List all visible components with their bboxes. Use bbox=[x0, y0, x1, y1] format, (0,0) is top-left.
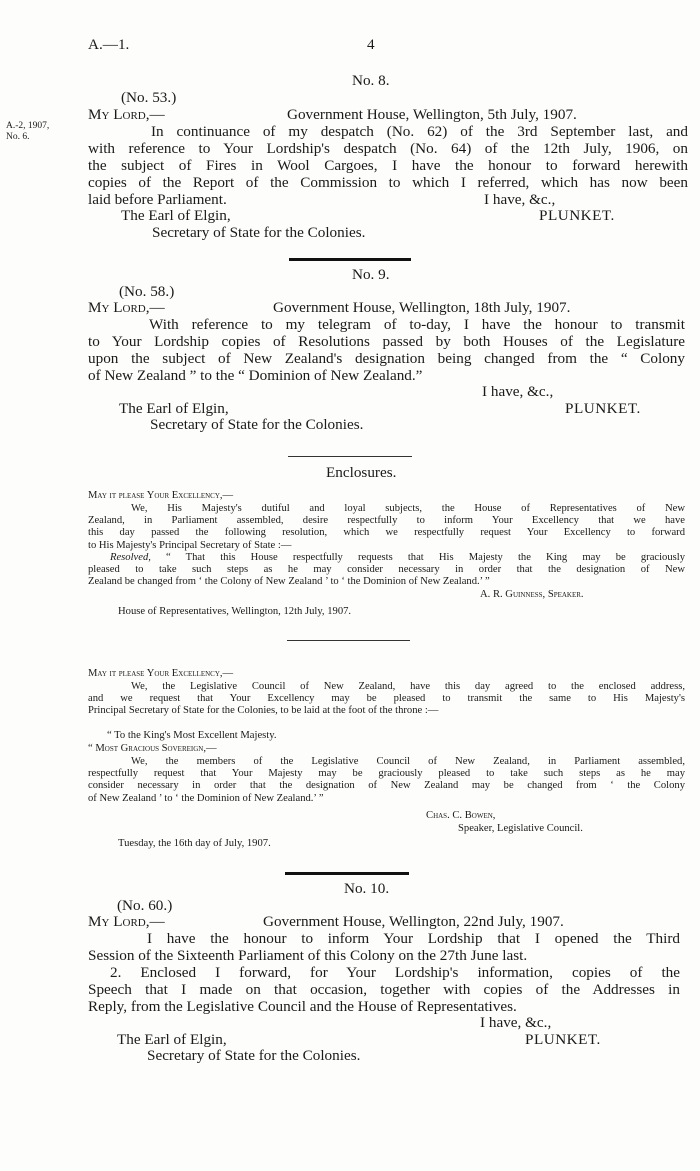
page-number: 4 bbox=[367, 36, 375, 53]
body-line: Zealand be changed from ‘ the Colony of New Zealand ’ to ‘ the Dominion of New Zealand.’ ” bbox=[88, 576, 490, 588]
address-body bbox=[88, 756, 685, 805]
salutation: My Lord,— bbox=[88, 106, 165, 123]
margin-note-line: A.-2, 1907, bbox=[6, 121, 50, 131]
body-line: With reference to my telegram of to-day, I have the honour to transmit bbox=[149, 316, 685, 333]
salutation: My Lord,— bbox=[88, 913, 165, 930]
body-line: this day passed the following resolution, which we respectfully request Your Excellency to forward bbox=[88, 527, 685, 539]
body-line: We, the members of the Legislative Council of New Zealand, in Parliament assembled, bbox=[131, 756, 685, 767]
body-line: consider necessary in order that the designation of New Zealand may be changed from ‘ the Colony bbox=[88, 780, 685, 792]
signature: PLUNKET. bbox=[525, 1031, 601, 1048]
body-line: We, the Legislative Council of New Zealand, have this day agreed to the enclosed address, bbox=[131, 681, 685, 692]
closing: I have, &c., bbox=[480, 1014, 552, 1031]
place-date: Government House, Wellington, 22nd July, 1907. bbox=[263, 913, 564, 930]
body-line: laid before Parliament. bbox=[88, 191, 227, 208]
enclosure-salutation: May it please Your Excellency,— bbox=[88, 668, 234, 679]
despatch-body bbox=[88, 930, 680, 1015]
enclosure-body bbox=[88, 681, 685, 718]
enclosure-body bbox=[88, 503, 685, 588]
margin-note bbox=[6, 121, 49, 143]
enclosure-salutation: May it please Your Excellency,— bbox=[88, 490, 234, 501]
body-line: Session of the Sixteenth Parliament of this Colony on the 27th June last. bbox=[88, 947, 528, 964]
enclosure-signature-title: Speaker, Legislative Council. bbox=[458, 823, 583, 834]
addressee-title: Secretary of State for the Colonies. bbox=[152, 224, 366, 241]
addressee: The Earl of Elgin, bbox=[117, 1031, 227, 1048]
body-line: and we request that Your Excellency may be pleased to transmit the same to His Majesty's bbox=[88, 693, 685, 705]
signature: PLUNKET. bbox=[539, 207, 615, 224]
place-date: Government House, Wellington, 5th July, 1907. bbox=[287, 106, 577, 123]
body-line: to Your Lordship copies of Resolutions passed by both Houses of the Legislature bbox=[88, 333, 685, 350]
body-line: the subject of Fires in Wool Cargoes, I have the honour to forward herewith bbox=[88, 157, 688, 174]
enclosure-signature: Chas. C. Bowen, bbox=[426, 810, 496, 821]
place-date: Government House, Wellington, 18th July, 1907. bbox=[273, 299, 571, 316]
closing: I have, &c., bbox=[482, 383, 554, 400]
section-divider bbox=[285, 872, 409, 875]
body-line: Zealand, in Parliament assembled, desire respectfully to inform Your Excellency that we have bbox=[88, 515, 685, 527]
signature: PLUNKET. bbox=[565, 400, 641, 417]
body-line: upon the subject of New Zealand's designation being changed from the “ Colony bbox=[88, 350, 685, 367]
body-line: Speech that I made on that occasion, together with copies of the Addresses in bbox=[88, 981, 680, 998]
resolved-text: “ That this House respectfully requests that His Majesty the King may be graciously bbox=[150, 551, 685, 563]
despatch-body bbox=[88, 123, 688, 208]
page-reference: A.—1. bbox=[88, 36, 130, 53]
resolved-word: Resolved, bbox=[110, 551, 151, 563]
body-line: to His Majesty's Principal Secretary of State :— bbox=[88, 539, 292, 551]
resolved-line bbox=[88, 552, 685, 564]
despatch-ref: (No. 53.) bbox=[121, 89, 177, 106]
enclosures-title: Enclosures. bbox=[326, 464, 397, 481]
margin-note-line: No. 6. bbox=[6, 132, 30, 142]
address-to: “ To the King's Most Excellent Majesty. bbox=[107, 730, 277, 741]
body-line: Principal Secretary of State for the Colonies, to be laid at the foot of the throne :— bbox=[88, 705, 439, 717]
addressee: The Earl of Elgin, bbox=[119, 400, 229, 417]
enclosure-place-date: House of Representatives, Wellington, 12th July, 1907. bbox=[118, 606, 352, 617]
body-line: I have the honour to inform Your Lordship that I opened the Third bbox=[147, 930, 680, 947]
body-line: In continuance of my despatch (No. 62) of the 3rd September last, and bbox=[151, 123, 688, 140]
section-divider bbox=[287, 640, 410, 641]
body-line: Reply, from the Legislative Council and the House of Representatives. bbox=[88, 998, 517, 1015]
section-divider bbox=[288, 456, 412, 457]
addressee-title: Secretary of State for the Colonies. bbox=[147, 1047, 361, 1064]
body-line: of New Zealand ” to the “ Dominion of New Zealand.” bbox=[88, 367, 423, 384]
body-line: of New Zealand ’ to ‘ the Dominion of New Zealand.’ ” bbox=[88, 792, 324, 804]
despatch-body bbox=[88, 316, 685, 384]
enclosure-date: Tuesday, the 16th day of July, 1907. bbox=[118, 838, 271, 849]
body-line: with reference to Your Lordship's despatch (No. 64) of the 12th July, 1906, on bbox=[88, 140, 688, 157]
address-sovereign: “ Most Gracious Sovereign,— bbox=[88, 743, 217, 754]
despatch-title: No. 8. bbox=[352, 72, 390, 89]
body-line: 2. Enclosed I forward, for Your Lordship's information, copies of the bbox=[110, 964, 680, 981]
body-line: We, His Majesty's dutiful and loyal subjects, the House of Representatives of New bbox=[131, 503, 685, 514]
despatch-title: No. 9. bbox=[352, 266, 390, 283]
closing: I have, &c., bbox=[484, 191, 556, 208]
despatch-title: No. 10. bbox=[344, 880, 390, 897]
body-line: copies of the Report of the Commission to which I referred, which has now been bbox=[88, 174, 688, 191]
addressee-title: Secretary of State for the Colonies. bbox=[150, 416, 364, 433]
section-divider bbox=[289, 258, 411, 261]
body-line: pleased to take such steps as he may consider necessary in order that the designation of New bbox=[88, 564, 685, 576]
despatch-ref: (No. 60.) bbox=[117, 897, 173, 914]
body-line: respectfully request that Your Majesty may be graciously pleased to take such steps as he may bbox=[88, 768, 685, 780]
enclosure-signature: A. R. Guinness, Speaker. bbox=[480, 589, 584, 600]
salutation: My Lord,— bbox=[88, 299, 165, 316]
despatch-ref: (No. 58.) bbox=[119, 283, 175, 300]
addressee: The Earl of Elgin, bbox=[121, 207, 231, 224]
